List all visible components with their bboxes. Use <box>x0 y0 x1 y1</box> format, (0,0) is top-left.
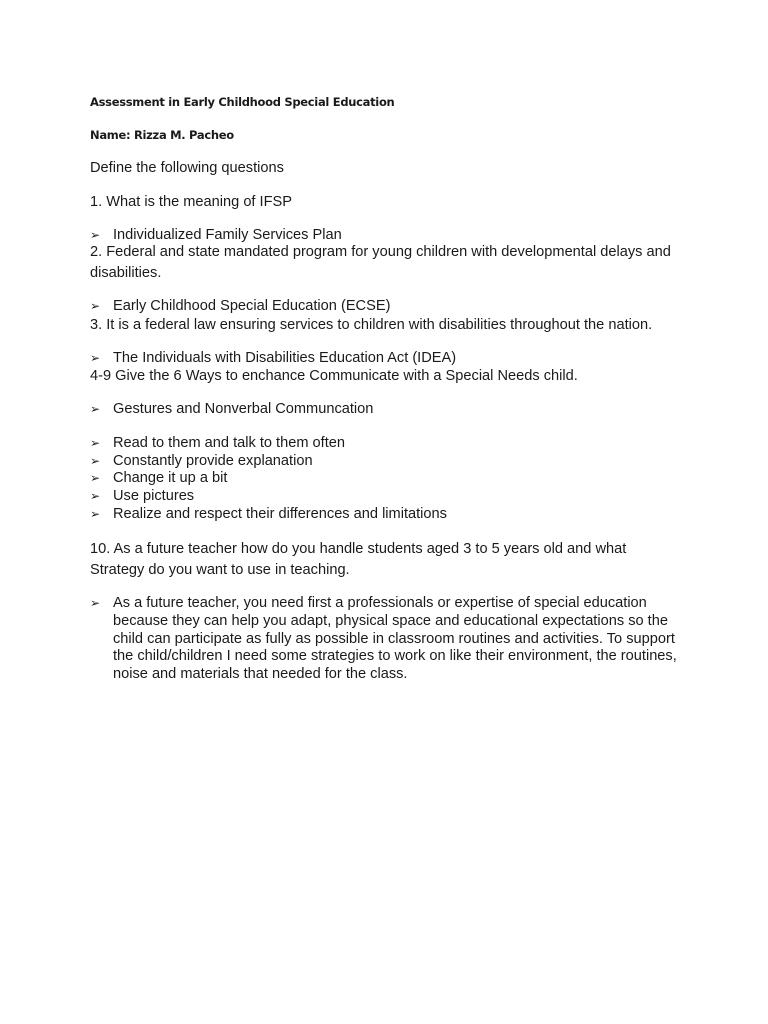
arrow-bullet-icon: ➢ <box>90 489 101 503</box>
arrow-bullet-icon: ➢ <box>90 471 101 485</box>
document-title: Assessment in Early Childhood Special Education <box>90 95 395 109</box>
question-2: 2. Federal and state mandated program for young children with developmental delays and disabilities. <box>90 244 671 281</box>
arrow-bullet-icon: ➢ <box>90 436 101 450</box>
question-3: 3. It is a federal law ensuring services to children with disabilities throughout the nation. <box>90 317 653 333</box>
arrow-bullet-icon: ➢ <box>90 596 101 610</box>
instruction-text: Define the following questions <box>90 160 284 176</box>
answer-1-text: Individualized Family Services Plan <box>113 227 342 243</box>
arrow-bullet-icon: ➢ <box>90 351 101 365</box>
way-item <box>90 505 447 523</box>
answer-2 <box>90 297 390 315</box>
way-item-text: Constantly provide explanation <box>113 453 313 469</box>
question-4-9: 4-9 Give the 6 Ways to enchance Communicate with a Special Needs child. <box>90 368 578 384</box>
arrow-bullet-icon: ➢ <box>90 299 101 313</box>
answer-2-text: Early Childhood Special Education (ECSE) <box>113 298 391 314</box>
way-item <box>90 469 227 487</box>
arrow-bullet-icon: ➢ <box>90 402 101 416</box>
arrow-bullet-icon: ➢ <box>90 507 101 521</box>
arrow-bullet-icon: ➢ <box>90 454 101 468</box>
way-item-text: Realize and respect their differences and limitations <box>113 506 447 522</box>
answer-3 <box>90 349 456 367</box>
answer-10 <box>90 595 680 684</box>
way-item <box>90 452 313 470</box>
student-name: Name: Rizza M. Pacheo <box>90 128 234 142</box>
way-item-text: Change it up a bit <box>113 470 228 486</box>
way-item-text: Use pictures <box>113 488 195 504</box>
way-item <box>90 487 194 505</box>
answer-3-text: The Individuals with Disabilities Education Act (IDEA) <box>113 350 457 366</box>
question-10: 10. As a future teacher how do you handle students aged 3 to 5 years old and what Strategy do you want to use in teaching. <box>90 541 627 578</box>
way-item <box>90 400 373 418</box>
way-item-text: Read to them and talk to them often <box>113 435 346 451</box>
way-item <box>90 434 345 452</box>
answer-10-text: As a future teacher, you need first a professionals or expertise of special education because they can help you adapt, physical space and educational expectations so the child can participate as fully as possible in classroom routines and activities. To support the child/children I need some strategies to work on like their environment, the routines, noise and materials that needed for the class. <box>113 595 677 683</box>
question-1: 1. What is the meaning of IFSP <box>90 194 292 210</box>
arrow-bullet-icon: ➢ <box>90 228 101 242</box>
way-item-text: Gestures and Nonverbal Communcation <box>113 401 374 417</box>
